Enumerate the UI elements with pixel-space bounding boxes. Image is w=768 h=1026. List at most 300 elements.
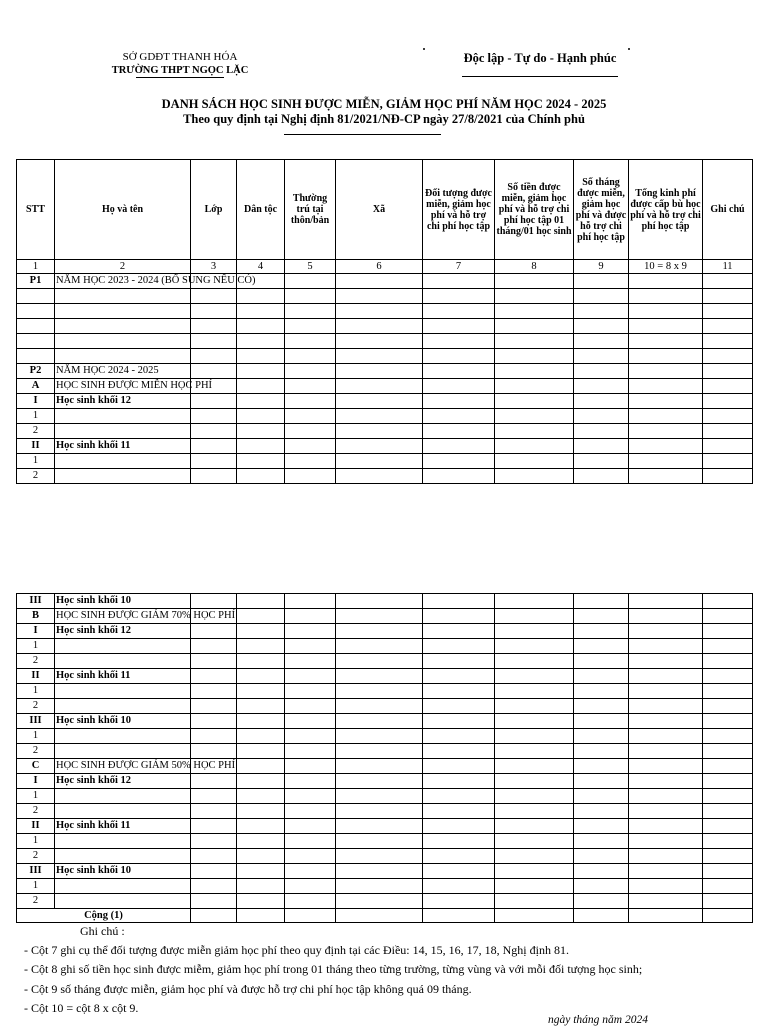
row-stt: 1	[17, 729, 55, 744]
tuition-table-part-1	[16, 159, 753, 484]
table-cell	[495, 789, 574, 804]
table-cell	[237, 774, 285, 789]
row-name	[55, 319, 191, 334]
table-cell	[191, 864, 237, 879]
table-cell	[629, 364, 703, 379]
table-cell	[191, 879, 237, 894]
table-cell	[629, 699, 703, 714]
table-cell	[191, 409, 237, 424]
table-cell	[629, 654, 703, 669]
table-row	[17, 774, 753, 789]
table-row	[17, 819, 753, 834]
row-name	[55, 349, 191, 364]
table-cell	[423, 789, 495, 804]
table-cell	[336, 289, 423, 304]
table-cell	[336, 714, 423, 729]
table-row	[17, 744, 753, 759]
table-cell	[285, 729, 336, 744]
row-name: NĂM HỌC 2023 - 2024 (BỔ SUNG NẾU CÓ)	[55, 274, 191, 289]
row-name	[55, 454, 191, 469]
row-stt: 2	[17, 654, 55, 669]
table-cell	[629, 789, 703, 804]
table-cell	[336, 894, 423, 909]
table-cell	[703, 729, 753, 744]
table-cell	[336, 819, 423, 834]
table-cell	[495, 849, 574, 864]
row-stt: 1	[17, 454, 55, 469]
table-cell	[285, 289, 336, 304]
note-line-2: - Cột 8 ghi số tiền học sinh được miễm, giảm học phí trong 01 tháng theo từng trường, từng vùng và với mỗi đối tượng học sinh;	[24, 962, 643, 976]
table-cell	[423, 289, 495, 304]
table-cell	[703, 669, 753, 684]
table-cell	[285, 714, 336, 729]
table-cell	[495, 379, 574, 394]
row-stt: II	[17, 669, 55, 684]
row-name	[55, 654, 191, 669]
table-cell	[629, 394, 703, 409]
table-cell	[423, 454, 495, 469]
table-cell	[703, 609, 753, 624]
table-cell	[703, 654, 753, 669]
row-name: Học sinh khối 11	[55, 669, 191, 684]
table-cell	[574, 834, 629, 849]
table-cell	[495, 469, 574, 484]
table-cell	[237, 879, 285, 894]
row-stt	[17, 304, 55, 319]
table-cell	[703, 409, 753, 424]
table-cell	[703, 334, 753, 349]
table-cell	[703, 639, 753, 654]
table-cell	[495, 289, 574, 304]
row-name: Học sinh khối 10	[55, 714, 191, 729]
row-stt: 2	[17, 744, 55, 759]
table-cell	[336, 834, 423, 849]
row-stt: 1	[17, 684, 55, 699]
table-cell	[191, 894, 237, 909]
table-cell	[495, 334, 574, 349]
table-cell	[336, 409, 423, 424]
school-underline	[136, 77, 224, 78]
table-cell	[237, 864, 285, 879]
table-cell	[191, 304, 237, 319]
table-row	[17, 714, 753, 729]
table-cell	[703, 304, 753, 319]
table-row	[17, 864, 753, 879]
table-cell	[703, 774, 753, 789]
table-cell	[423, 714, 495, 729]
table-cell	[574, 274, 629, 289]
table-cell	[574, 774, 629, 789]
col-number: 5	[285, 260, 336, 274]
table-cell	[703, 379, 753, 394]
table-cell	[423, 624, 495, 639]
table-cell	[495, 394, 574, 409]
table-cell	[237, 469, 285, 484]
row-stt: 1	[17, 409, 55, 424]
table-cell	[629, 834, 703, 849]
table-cell	[574, 714, 629, 729]
table-cell	[191, 639, 237, 654]
col-number: 7	[423, 260, 495, 274]
table-cell	[285, 849, 336, 864]
table-cell	[237, 684, 285, 699]
table-cell	[495, 714, 574, 729]
table-cell	[237, 304, 285, 319]
row-stt: 1	[17, 789, 55, 804]
table-cell	[629, 594, 703, 609]
table-row	[17, 729, 753, 744]
col-header-residence: Thường trú tại thôn/bản	[285, 160, 336, 260]
table-cell	[285, 804, 336, 819]
table-cell	[336, 654, 423, 669]
table-row	[17, 274, 753, 289]
table-cell	[423, 804, 495, 819]
total-row	[17, 909, 753, 923]
table-cell	[191, 744, 237, 759]
table-cell	[191, 334, 237, 349]
table-cell	[285, 379, 336, 394]
table-cell	[629, 289, 703, 304]
row-name	[55, 804, 191, 819]
table-cell	[703, 879, 753, 894]
table-cell	[495, 894, 574, 909]
table-cell	[336, 304, 423, 319]
table-cell	[574, 864, 629, 879]
col-number: 1	[17, 260, 55, 274]
table-cell	[285, 394, 336, 409]
table-cell	[423, 729, 495, 744]
header-left	[60, 51, 300, 78]
table-row	[17, 849, 753, 864]
table-cell	[629, 894, 703, 909]
table-cell	[629, 409, 703, 424]
table-cell	[191, 819, 237, 834]
table-cell	[336, 469, 423, 484]
table-cell	[191, 789, 237, 804]
table-cell	[629, 469, 703, 484]
table-cell	[237, 909, 285, 923]
table-cell	[237, 714, 285, 729]
row-name	[55, 304, 191, 319]
table-cell	[237, 289, 285, 304]
table-cell	[495, 639, 574, 654]
table-cell	[336, 394, 423, 409]
table-cell	[237, 669, 285, 684]
table-cell	[336, 729, 423, 744]
table-row	[17, 304, 753, 319]
row-name: HỌC SINH ĐƯỢC GIẢM 70% HỌC PHÍ	[55, 609, 191, 624]
table-cell	[629, 684, 703, 699]
table-cell	[285, 684, 336, 699]
table-cell	[629, 639, 703, 654]
table-cell	[285, 819, 336, 834]
table-cell	[191, 909, 237, 923]
col-number: 10 = 8 x 9	[629, 260, 703, 274]
table-cell	[285, 319, 336, 334]
row-stt: II	[17, 439, 55, 454]
table-cell	[629, 424, 703, 439]
table-cell	[574, 394, 629, 409]
table-cell	[574, 424, 629, 439]
table-cell	[285, 879, 336, 894]
col-header-name: Họ và tên	[55, 160, 191, 260]
table-cell	[423, 609, 495, 624]
table-cell	[237, 894, 285, 909]
row-stt: 2	[17, 804, 55, 819]
table-cell	[574, 609, 629, 624]
table-cell	[703, 804, 753, 819]
table-cell	[574, 684, 629, 699]
col-number: 9	[574, 260, 629, 274]
table-cell	[237, 699, 285, 714]
motto: Độc lập - Tự do - Hạnh phúc	[463, 51, 617, 65]
table-cell	[629, 759, 703, 774]
table-cell	[285, 909, 336, 923]
col-header-ethnicity: Dân tộc	[237, 160, 285, 260]
table-cell	[423, 439, 495, 454]
table-cell	[191, 669, 237, 684]
table-cell	[237, 349, 285, 364]
table-cell	[336, 804, 423, 819]
table-row	[17, 364, 753, 379]
table-row	[17, 684, 753, 699]
table-cell	[191, 714, 237, 729]
table-cell	[574, 759, 629, 774]
total-label: Cộng (1)	[17, 909, 191, 923]
table-cell	[495, 654, 574, 669]
table-cell	[423, 394, 495, 409]
table-cell	[574, 319, 629, 334]
row-name	[55, 639, 191, 654]
table-cell	[423, 684, 495, 699]
table-cell	[191, 289, 237, 304]
table-cell	[423, 409, 495, 424]
row-stt: P2	[17, 364, 55, 379]
table-cell	[423, 654, 495, 669]
table-cell	[191, 654, 237, 669]
row-stt: A	[17, 379, 55, 394]
table-cell	[423, 334, 495, 349]
table-cell	[285, 864, 336, 879]
table-cell	[423, 744, 495, 759]
table-cell	[574, 304, 629, 319]
table-cell	[629, 714, 703, 729]
col-number: 3	[191, 260, 237, 274]
table-cell	[191, 849, 237, 864]
table-cell	[629, 804, 703, 819]
table-cell	[495, 439, 574, 454]
table-cell	[237, 834, 285, 849]
table-cell	[703, 439, 753, 454]
table-cell	[495, 454, 574, 469]
table-cell	[495, 744, 574, 759]
table-cell	[285, 834, 336, 849]
table-cell	[336, 864, 423, 879]
table-row	[17, 609, 753, 624]
row-stt: 1	[17, 639, 55, 654]
table-row	[17, 454, 753, 469]
table-cell	[574, 409, 629, 424]
row-stt: 2	[17, 469, 55, 484]
table-cell	[237, 334, 285, 349]
row-name: HỌC SINH ĐƯỢC GIẢM 50% HỌC PHÍ	[55, 759, 191, 774]
note-line-3: - Cột 9 số tháng được miễn, giảm học phí và được hỗ trợ chi phí học tập không quá 09 tháng.	[24, 982, 472, 996]
table-cell	[191, 454, 237, 469]
table-cell	[336, 849, 423, 864]
table-cell	[191, 469, 237, 484]
col-header-class: Lớp	[191, 160, 237, 260]
table-cell	[495, 879, 574, 894]
table-cell	[495, 804, 574, 819]
table-cell	[336, 364, 423, 379]
table-cell	[629, 669, 703, 684]
table-cell	[336, 759, 423, 774]
table-cell	[495, 409, 574, 424]
table-cell	[574, 849, 629, 864]
row-name: Học sinh khối 12	[55, 774, 191, 789]
col-number: 4	[237, 260, 285, 274]
row-name	[55, 699, 191, 714]
row-name	[55, 849, 191, 864]
table-cell	[495, 699, 574, 714]
header-row	[17, 160, 753, 260]
table-cell	[495, 609, 574, 624]
table-cell	[423, 879, 495, 894]
table-row	[17, 319, 753, 334]
col-number: 6	[336, 260, 423, 274]
table-cell	[285, 624, 336, 639]
table-cell	[237, 364, 285, 379]
table-cell	[423, 759, 495, 774]
table-cell	[574, 729, 629, 744]
table-cell	[629, 624, 703, 639]
table-cell	[495, 684, 574, 699]
table-cell	[336, 594, 423, 609]
col-number: 2	[55, 260, 191, 274]
table-cell	[336, 274, 423, 289]
table-row	[17, 439, 753, 454]
table-cell	[703, 834, 753, 849]
table-cell	[629, 744, 703, 759]
table-cell	[336, 669, 423, 684]
table-cell	[703, 454, 753, 469]
row-stt	[17, 289, 55, 304]
table-row	[17, 349, 753, 364]
table-row	[17, 394, 753, 409]
table-cell	[285, 639, 336, 654]
row-name: Học sinh khối 11	[55, 819, 191, 834]
col-header-stt: STT	[17, 160, 55, 260]
table-cell	[423, 319, 495, 334]
table-cell	[285, 349, 336, 364]
table-cell	[703, 364, 753, 379]
table-cell	[191, 774, 237, 789]
tuition-table-part-2	[16, 593, 753, 923]
table-cell	[285, 699, 336, 714]
dot-mark	[628, 48, 630, 50]
table-cell	[336, 879, 423, 894]
table-cell	[629, 879, 703, 894]
table-cell	[495, 274, 574, 289]
table-cell	[237, 379, 285, 394]
row-stt: III	[17, 864, 55, 879]
row-stt: 2	[17, 424, 55, 439]
table-cell	[703, 319, 753, 334]
table-cell	[703, 714, 753, 729]
row-stt: P1	[17, 274, 55, 289]
table-cell	[574, 289, 629, 304]
row-stt: 2	[17, 699, 55, 714]
table-row	[17, 834, 753, 849]
table-cell	[423, 469, 495, 484]
table-cell	[703, 684, 753, 699]
table-cell	[423, 639, 495, 654]
table-cell	[574, 334, 629, 349]
table-cell	[423, 894, 495, 909]
table-row	[17, 789, 753, 804]
row-name	[55, 789, 191, 804]
row-name	[55, 424, 191, 439]
row-stt: I	[17, 624, 55, 639]
row-stt: 1	[17, 879, 55, 894]
table-row	[17, 669, 753, 684]
table-cell	[237, 409, 285, 424]
table-cell	[285, 274, 336, 289]
table-cell	[574, 909, 629, 923]
row-stt	[17, 334, 55, 349]
table-cell	[703, 699, 753, 714]
table-cell	[191, 699, 237, 714]
row-name: NĂM HỌC 2024 - 2025	[55, 364, 191, 379]
table-cell	[703, 819, 753, 834]
table-cell	[237, 394, 285, 409]
table-cell	[285, 439, 336, 454]
table-cell	[629, 819, 703, 834]
table-cell	[703, 624, 753, 639]
table-row	[17, 469, 753, 484]
table-cell	[423, 274, 495, 289]
table-cell	[574, 894, 629, 909]
table-cell	[629, 274, 703, 289]
table-cell	[629, 864, 703, 879]
table-cell	[495, 759, 574, 774]
header-right	[440, 51, 640, 77]
row-name	[55, 684, 191, 699]
table-cell	[336, 439, 423, 454]
table-cell	[495, 349, 574, 364]
table-cell	[703, 849, 753, 864]
table-cell	[237, 454, 285, 469]
col-header-notes: Ghi chú	[703, 160, 753, 260]
table-cell	[285, 594, 336, 609]
table-cell	[237, 804, 285, 819]
table-cell	[574, 364, 629, 379]
table-cell	[703, 744, 753, 759]
table-row	[17, 894, 753, 909]
row-name	[55, 289, 191, 304]
col-number: 8	[495, 260, 574, 274]
row-stt: 2	[17, 894, 55, 909]
table-cell	[629, 439, 703, 454]
row-name	[55, 729, 191, 744]
table-cell	[285, 304, 336, 319]
table-row	[17, 804, 753, 819]
table-row	[17, 624, 753, 639]
table-cell	[703, 424, 753, 439]
table-cell	[423, 819, 495, 834]
table-cell	[336, 349, 423, 364]
col-header-total: Tổng kinh phí được cấp bù học phí và hỗ trợ chi phí học tập	[629, 160, 703, 260]
